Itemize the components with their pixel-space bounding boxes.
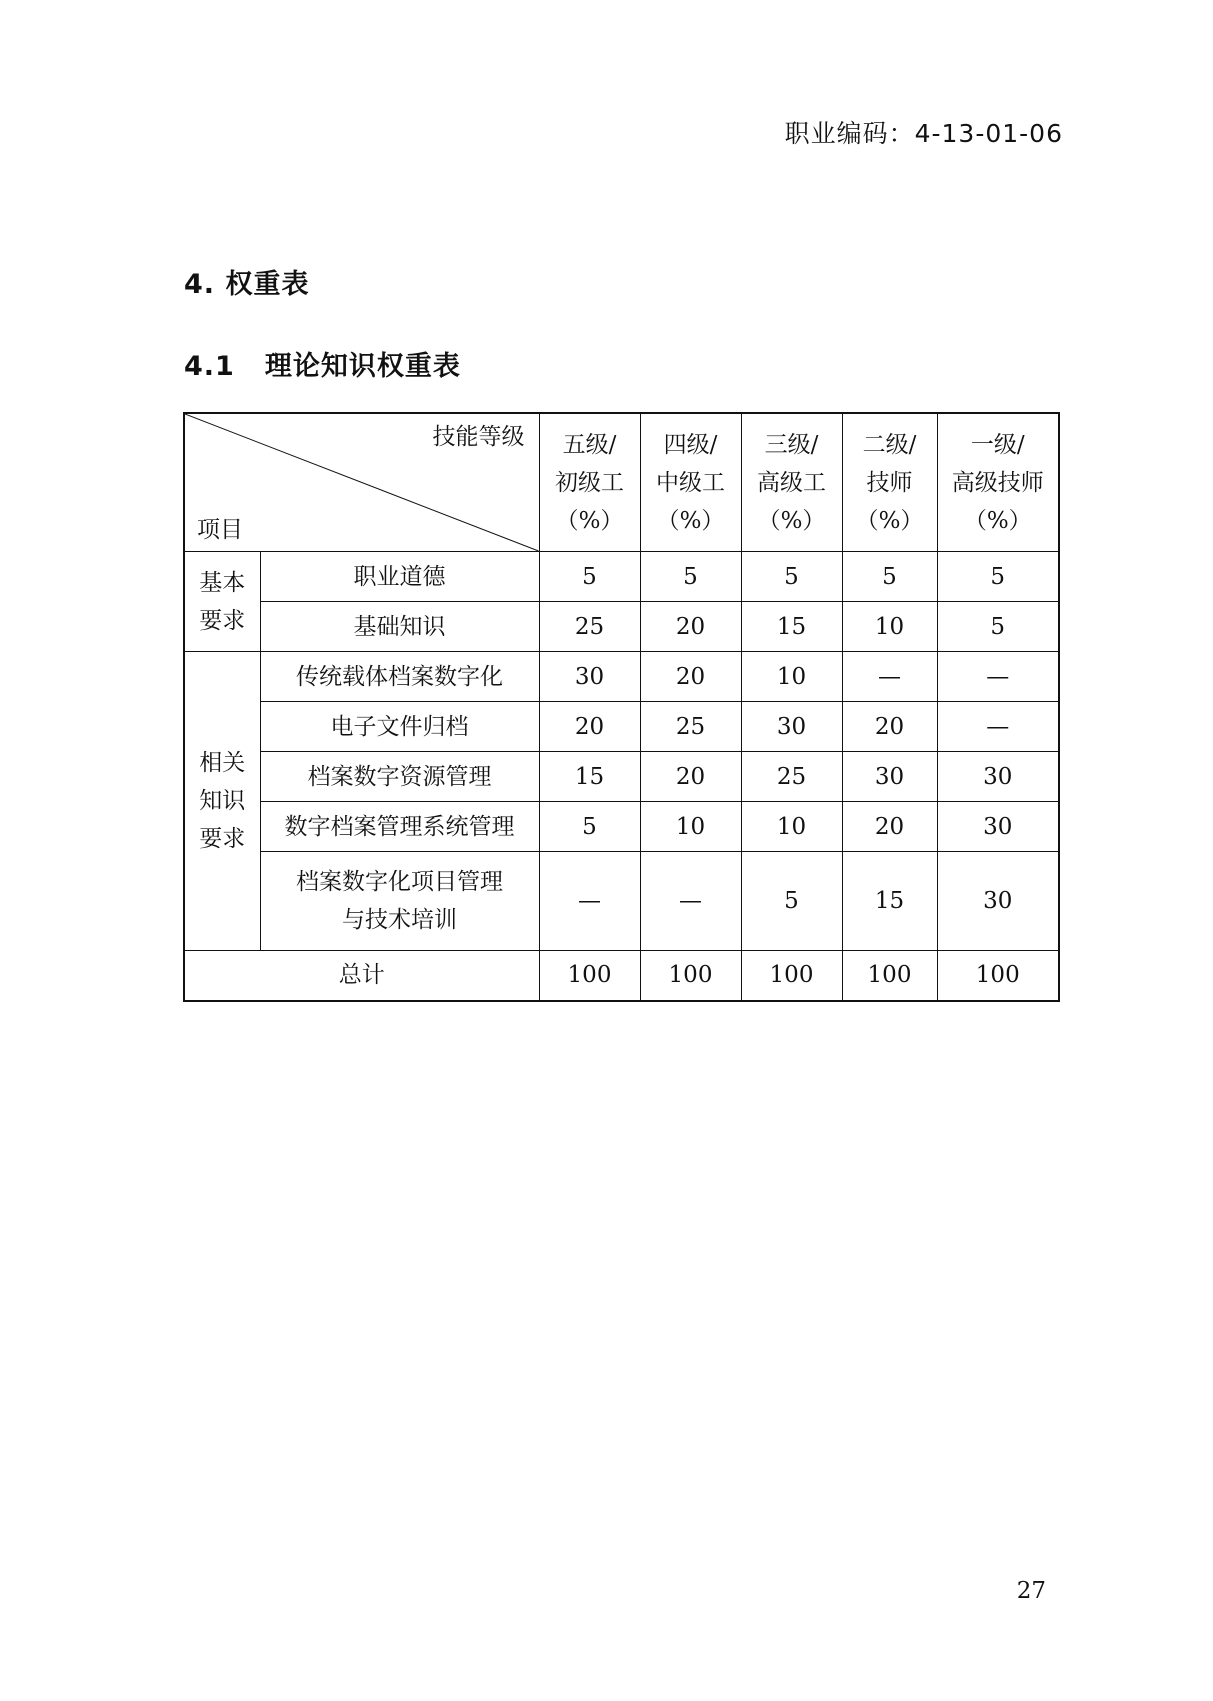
cell-value: 20: [842, 802, 937, 852]
cell-value: 30: [937, 752, 1059, 802]
cell-value: 30: [842, 752, 937, 802]
cell-value: 5: [640, 552, 741, 602]
cell-value: —: [937, 652, 1059, 702]
cell-value: 5: [539, 552, 640, 602]
occupation-code: 职业编码：4-13-01-06: [784, 119, 1063, 148]
level-line-3: （%）: [855, 507, 924, 534]
group-line: 基本: [199, 569, 246, 596]
cell-value: 20: [842, 702, 937, 752]
row-item: 数字档案管理系统管理: [260, 802, 539, 852]
group-line: 要求: [199, 607, 246, 634]
table-row: [184, 602, 1059, 652]
level-line-2: 高级工: [757, 469, 826, 496]
cell-value: 20: [640, 652, 741, 702]
level-header-3: [741, 413, 842, 552]
group-line: 知识: [199, 788, 246, 814]
group-basic-requirements: [184, 552, 260, 652]
table-row: [184, 802, 1059, 852]
total-value: 100: [937, 951, 1059, 1001]
table-row: [184, 552, 1059, 602]
cell-value: —: [842, 652, 937, 702]
cell-value: —: [539, 852, 640, 951]
table-row: [184, 752, 1059, 802]
cell-value: 10: [640, 802, 741, 852]
cell-value: 15: [842, 852, 937, 951]
item-label: 项目: [197, 517, 243, 543]
level-line-1: 五级/: [562, 431, 617, 458]
level-line-1: 一级/: [970, 431, 1025, 458]
level-line-2: 技师: [866, 469, 913, 496]
subsection-title: 理论知识权重表: [264, 351, 461, 382]
total-value: 100: [640, 951, 741, 1001]
cell-value: 5: [741, 552, 842, 602]
cell-value: 5: [937, 602, 1059, 652]
cell-value: 5: [937, 552, 1059, 602]
group-related-knowledge: [184, 652, 260, 951]
cell-value: 20: [640, 602, 741, 652]
level-line-1: 二级/: [862, 431, 917, 458]
cell-value: 5: [539, 802, 640, 852]
total-value: 100: [539, 951, 640, 1001]
level-header-1: [937, 413, 1059, 552]
cell-value: —: [640, 852, 741, 951]
level-line-1: 三级/: [764, 431, 819, 458]
level-line-2: 初级工: [555, 469, 624, 496]
level-header-4: [640, 413, 741, 552]
cell-value: 15: [741, 602, 842, 652]
row-item: 传统载体档案数字化: [260, 652, 539, 702]
section-heading: 4. 权重表: [184, 269, 310, 300]
level-line-2: 高级技师: [951, 469, 1044, 496]
cell-value: —: [937, 702, 1059, 752]
cell-value: 25: [741, 752, 842, 802]
total-row: [184, 951, 1059, 1001]
level-header-5: [539, 413, 640, 552]
cell-value: 30: [741, 702, 842, 752]
cell-value: 10: [741, 652, 842, 702]
level-line-3: （%）: [963, 507, 1032, 534]
row-item: [260, 852, 539, 951]
table-header-row: [184, 413, 1059, 552]
cell-value: 20: [539, 702, 640, 752]
cell-value: 30: [539, 652, 640, 702]
level-line-3: （%）: [555, 507, 624, 534]
cell-value: 20: [640, 752, 741, 802]
level-line-2: 中级工: [656, 469, 725, 496]
diagonal-header-cell: [184, 413, 539, 552]
cell-value: 30: [937, 852, 1059, 951]
level-header-2: [842, 413, 937, 552]
level-line-1: 四级/: [663, 431, 718, 458]
group-line: 相关: [199, 750, 246, 776]
cell-value: 5: [741, 852, 842, 951]
cell-value: 10: [741, 802, 842, 852]
table-row: [184, 702, 1059, 752]
row-item: 电子文件归档: [260, 702, 539, 752]
table-row: [184, 852, 1059, 951]
table-row: [184, 652, 1059, 702]
cell-value: 10: [842, 602, 937, 652]
row-item-line-1: 档案数字化项目管理: [296, 869, 503, 895]
row-item: 档案数字资源管理: [260, 752, 539, 802]
skill-level-label: 技能等级: [432, 424, 525, 450]
level-line-3: （%）: [656, 507, 725, 534]
row-item-line-2: 与技术培训: [342, 907, 457, 933]
level-line-3: （%）: [757, 507, 826, 534]
group-line: 要求: [199, 826, 246, 852]
subsection-heading: [184, 344, 461, 383]
cell-value: 15: [539, 752, 640, 802]
cell-value: 25: [539, 602, 640, 652]
total-value: 100: [842, 951, 937, 1001]
row-item: 职业道德: [260, 552, 539, 602]
subsection-number: 4.1: [184, 351, 235, 382]
weight-table: [183, 412, 1060, 1002]
page-number: 27: [1016, 1578, 1046, 1604]
total-value: 100: [741, 951, 842, 1001]
cell-value: 25: [640, 702, 741, 752]
total-label: 总计: [184, 951, 539, 1001]
row-item: 基础知识: [260, 602, 539, 652]
cell-value: 5: [842, 552, 937, 602]
cell-value: 30: [937, 802, 1059, 852]
